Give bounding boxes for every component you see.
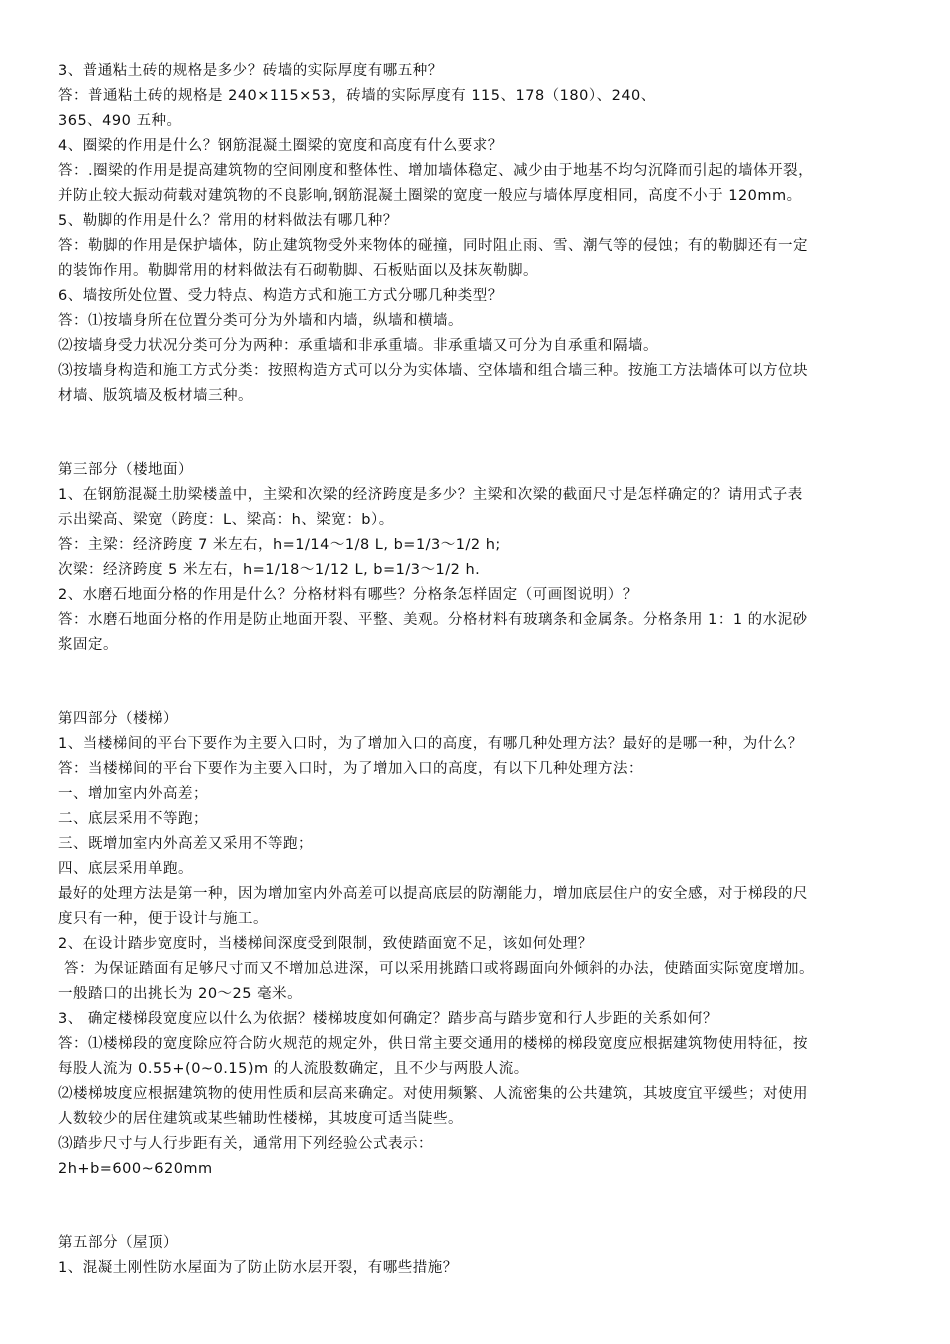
floors-answer-1-line-2: 次梁：经济跨度 5 米左右，h=1/18～1/12 L, b=1/3～1/2 h.	[58, 562, 481, 578]
question-3-line: 3、普通粘土砖的规格是多少？砖墙的实际厚度有哪五种？	[58, 63, 443, 79]
stairs-answer-1-item-4: 四、底层采用单跑。	[58, 861, 193, 877]
stairs-answer-3-line-2: 每股人流为 0.55+(0~0.15)m 的人流股数确定，且不少与两股人流。	[58, 1061, 529, 1077]
stairs-answer-1-item-1: 一、增加室内外高差；	[58, 786, 208, 802]
floors-question-1-line-2: 示出梁高、梁宽（跨度：L、梁高：h、梁宽：b）。	[58, 512, 394, 528]
answer-6-line-3: ⑶按墙身构造和施工方式分类：按照构造方式可以分为实体墙、空体墙和组合墙三种。按施工方法墙体可以方位块	[58, 363, 808, 379]
answer-6-line-4: 材墙、版筑墙及板材墙三种。	[58, 388, 253, 404]
stairs-answer-3-line-1: 答：⑴楼梯段的宽度除应符合防火规范的规定外，供日常主要交通用的楼梯的梯段宽度应根据建筑物使用特征，按	[58, 1036, 808, 1052]
section-heading-floors: 第三部分（楼地面）	[58, 462, 193, 478]
stairs-answer-1-line-1: 答：当楼梯间的平台下要作为主要入口时，为了增加入口的高度，有以下几种处理方法：	[58, 761, 643, 777]
stairs-answer-2-line-1: 答：为保证踏面有足够尺寸而又不增加总进深，可以采用挑踏口或将踢面向外倾斜的办法，使踏面实际宽度增加。	[64, 961, 814, 977]
stairs-answer-3-line-3: ⑵楼梯坡度应根据建筑物的使用性质和层高来确定。对使用频繁、人流密集的公共建筑，其坡度宜平缓些；对使用	[58, 1086, 808, 1102]
section-heading-roof: 第五部分（屋顶）	[58, 1235, 178, 1251]
question-4-line: 4、圈梁的作用是什么？钢筋混凝土圈梁的宽度和高度有什么要求？	[58, 138, 503, 154]
floors-answer-2-line-2: 浆固定。	[58, 637, 118, 653]
stairs-answer-1-conclusion-2: 度只有一种，便于设计与施工。	[58, 911, 268, 927]
stairs-question-1-line: 1、当楼梯间的平台下要作为主要入口时，为了增加入口的高度，有哪几种处理方法？最好的是哪一种，为什么？	[58, 736, 803, 752]
floors-question-2-line: 2、水磨石地面分格的作用是什么？分格材料有哪些？分格条怎样固定（可画图说明）？	[58, 587, 638, 603]
answer-5-line-1: 答：勒脚的作用是保护墙体，防止建筑物受外来物体的碰撞，同时阻止雨、雪、潮气等的侵蚀；有的勒脚还有一定	[58, 238, 808, 254]
roof-question-1-line: 1、混凝土刚性防水屋面为了防止防水层开裂，有哪些措施？	[58, 1260, 458, 1276]
section-heading-stairs: 第四部分（楼梯）	[58, 711, 178, 727]
stairs-formula: 2h+b=600~620mm	[58, 1161, 213, 1177]
floors-answer-1-line-1: 答：主梁：经济跨度 7 米左右，h=1/14～1/8 L, b=1/3～1/2 h;	[58, 537, 501, 553]
floors-answer-2-line-1: 答：水磨石地面分格的作用是防止地面开裂、平整、美观。分格材料有玻璃条和金属条。分格条用 1：1 的水泥砂	[58, 612, 808, 628]
stairs-answer-1-item-2: 二、底层采用不等跑；	[58, 811, 208, 827]
answer-4-line-1: 答：.圈梁的作用是提高建筑物的空间刚度和整体性、增加墙体稳定、减少由于地基不均匀沉降而引起的墙体开裂，	[58, 163, 814, 179]
question-6-line: 6、墙按所处位置、受力特点、构造方式和施工方式分哪几种类型？	[58, 288, 503, 304]
stairs-answer-3-line-4: 人数较少的居住建筑或某些辅助性楼梯，其坡度可适当陡些。	[58, 1111, 463, 1127]
stairs-answer-1-item-3: 三、既增加室内外高差又采用不等跑；	[58, 836, 313, 852]
stairs-answer-2-line-2: 一般踏口的出挑长为 20～25 毫米。	[58, 986, 303, 1002]
stairs-question-2-line: 2、在设计踏步宽度时，当楼梯间深度受到限制，致使踏面宽不足，该如何处理？	[58, 936, 593, 952]
answer-3-line-1: 答：普通粘土砖的规格是 240×115×53，砖墙的实际厚度有 115、178（180）、240、	[58, 88, 656, 104]
stairs-answer-3-line-5: ⑶踏步尺寸与人行步距有关，通常用下列经验公式表示：	[58, 1136, 433, 1152]
answer-3-line-2: 365、490 五种。	[58, 113, 182, 129]
floors-question-1-line-1: 1、在钢筋混凝土肋梁楼盖中，主梁和次梁的经济跨度是多少？主梁和次梁的截面尺寸是怎样确定的？请用式子表	[58, 487, 803, 503]
stairs-question-3-line: 3、 确定楼梯段宽度应以什么为依据？楼梯坡度如何确定？踏步高与踏步宽和行人步距的关系如何？	[58, 1011, 718, 1027]
answer-5-line-2: 的装饰作用。勒脚常用的材料做法有石砌勒脚、石板贴面以及抹灰勒脚。	[58, 263, 538, 279]
answer-6-line-2: ⑵按墙身受力状况分类可分为两种：承重墙和非承重墙。非承重墙又可分为自承重和隔墙。	[58, 338, 658, 354]
answer-6-line-1: 答：⑴按墙身所在位置分类可分为外墙和内墙，纵墙和横墙。	[58, 313, 463, 329]
answer-4-line-2: 并防止较大振动荷载对建筑物的不良影响,钢筋混凝土圈梁的宽度一般应与墙体厚度相同，高度不小于 120mm。	[58, 188, 802, 204]
question-5-line: 5、勒脚的作用是什么？常用的材料做法有哪几种？	[58, 213, 398, 229]
stairs-answer-1-conclusion-1: 最好的处理方法是第一种，因为增加室内外高差可以提高底层的防潮能力，增加底层住户的安全感，对于梯段的尺	[58, 886, 808, 902]
